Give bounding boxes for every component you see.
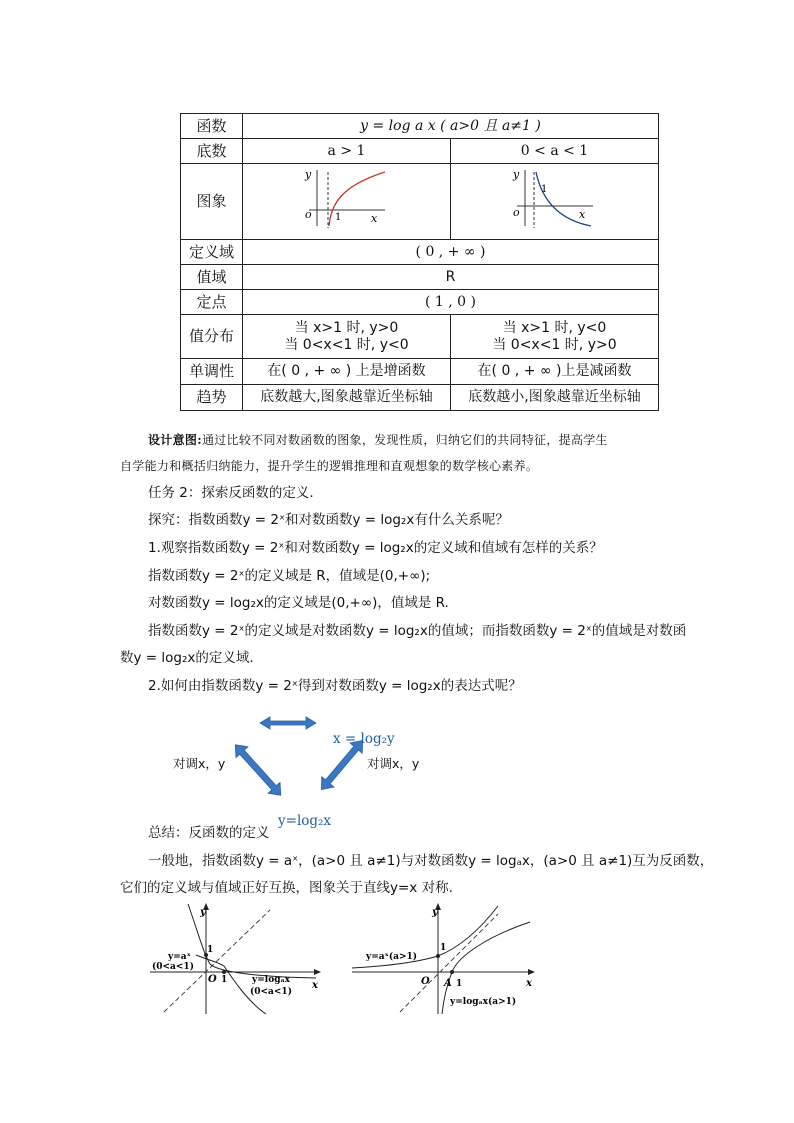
bottom-equation: y=log₂x: [278, 813, 332, 829]
design-intent-line-2: 自学能力和概括归纳能力，提升学生的逻辑推理和直观想象的数学核心素养。: [120, 459, 539, 473]
log-curve-label: y=logₐx: [252, 975, 291, 985]
table-row: [181, 139, 659, 164]
right-swap-label: 对调x，y: [367, 756, 420, 771]
dist-line: 当 0<x<1 时, y>0: [492, 336, 617, 353]
value-dist-2: [451, 315, 659, 359]
trend-1: 底数越大,图象越靠近坐标轴: [243, 385, 451, 411]
row-header: 定点: [181, 290, 243, 315]
summary-heading: 总结：反函数的定义: [148, 825, 270, 841]
monotonic-1: 在( 0 , + ∞ ) 上是增函数: [243, 359, 451, 385]
table-row: [181, 240, 659, 265]
row-header: 单调性: [181, 359, 243, 385]
task-2-heading: 任务 2：探索反函数的定义.: [148, 485, 314, 501]
dist-line: 当 x>1 时, y<0: [502, 319, 607, 336]
inverse-graph-decreasing: [148, 902, 338, 1017]
row-header: 函数: [181, 114, 243, 139]
y-one-label: 1: [440, 943, 447, 953]
design-intent-heading: 设计意图:: [148, 433, 202, 447]
y-label: y: [512, 168, 519, 181]
left-swap-label: 对调x，y: [173, 756, 226, 771]
one-label: 1: [334, 212, 341, 223]
origin-label: o: [512, 206, 520, 219]
answer-line-3: 指数函数y = 2ˣ的定义域是对数函数y = log₂x的值域；而指数函数y = 2ˣ的值域是对数函: [148, 623, 687, 639]
table-row: [181, 114, 659, 139]
explore-question: 探究：指数函数y = 2ˣ和对数函数y = log₂x有什么关系呢？: [148, 512, 509, 528]
row-header: 值域: [181, 265, 243, 290]
graph-increasing: [297, 164, 397, 234]
answer-line-1: 指数函数y = 2ˣ的定义域是 R，值域是(0,+∞);: [148, 568, 431, 584]
answer-line-3b: 数y = log₂x的定义域.: [120, 650, 254, 666]
x-label: x: [578, 208, 585, 221]
question-1: 1.观察指数函数y = 2ˣ和对数函数y = log₂x的定义域和值域有怎样的关系？: [148, 540, 603, 556]
origin-label: o: [304, 208, 312, 221]
base-case-2: 0 < a < 1: [451, 139, 659, 164]
fixed-point-value: ( 1 , 0 ): [243, 290, 659, 315]
table-row: [181, 385, 659, 411]
y-axis-label: y: [200, 907, 206, 918]
design-intent-line-1: [148, 431, 608, 448]
dist-line: 当 0<x<1 时, y<0: [284, 336, 409, 353]
x-axis-label: x: [312, 980, 318, 991]
left-double-arrow: [229, 739, 286, 800]
graph-cell-2: [451, 164, 659, 240]
top-double-arrow: [260, 717, 316, 729]
y-label: y: [304, 168, 311, 181]
base-case-1: a > 1: [243, 139, 451, 164]
definition-line-1: 一般地，指数函数y = aˣ，(a>0 且 a≠1)与对数函数y = logₐx，(a>0 且 a≠1)互为反函数，: [148, 853, 714, 869]
table-row: [181, 265, 659, 290]
row-header: 定义域: [181, 240, 243, 265]
x-axis-label: x: [526, 978, 532, 989]
x-label: x: [370, 212, 377, 225]
y-axis-label: y: [432, 907, 438, 918]
point-a-label: A: [444, 978, 452, 989]
origin-label: O: [208, 974, 217, 985]
monotonic-2: 在( 0 , + ∞ )上是减函数: [451, 359, 659, 385]
log-properties-table: [180, 113, 659, 411]
log-curve-condition: (0<a<1): [250, 987, 292, 997]
row-header: 图象: [181, 164, 243, 240]
y-one-label: 1: [207, 945, 214, 955]
dist-line: 当 x>1 时, y>0: [294, 319, 399, 336]
table-row: [181, 315, 659, 359]
row-header: 值分布: [181, 315, 243, 359]
design-intent-text: 通过比较不同对数函数的图象，发现性质，归纳它们的共同特征，提高学生: [201, 433, 608, 447]
answer-line-2: 对数函数y = log₂x的定义域是(0,+∞)，值域是 R.: [148, 595, 449, 611]
table-row: [181, 290, 659, 315]
graph-decreasing: [505, 164, 605, 234]
graph-cell-1: [243, 164, 451, 240]
origin-label: O: [421, 976, 430, 987]
x-one-label: 1: [221, 975, 228, 985]
row-header: 趋势: [181, 385, 243, 411]
function-formula: y = log a x ( a>0 且 a≠1 ): [243, 114, 659, 139]
row-header: 底数: [181, 139, 243, 164]
x-one-label: 1: [456, 979, 463, 989]
question-2: 2.如何由指数函数y = 2ˣ得到对数函数y = log₂x的表达式呢？: [148, 678, 522, 694]
definition-line-2: 它们的定义域与值域正好互换，图象关于直线y=x 对称.: [120, 880, 453, 896]
table-row: [181, 164, 659, 240]
exp-curve-label: y=aˣ: [168, 952, 191, 962]
trend-2: 底数越小,图象越靠近坐标轴: [451, 385, 659, 411]
table-row: [181, 359, 659, 385]
exp-curve-label: y=aˣ(a>1): [366, 952, 418, 962]
value-dist-1: [243, 315, 451, 359]
inverse-graph-increasing: [348, 902, 544, 1017]
range-value: R: [243, 265, 659, 290]
exp-curve-condition: (0<a<1): [152, 962, 194, 972]
log-curve-label: y=logₐx(a>1): [450, 997, 517, 1007]
top-equation: x = log₂y: [333, 731, 395, 747]
one-label: 1: [540, 184, 547, 195]
domain-value: ( 0 , + ∞ ): [243, 240, 659, 265]
